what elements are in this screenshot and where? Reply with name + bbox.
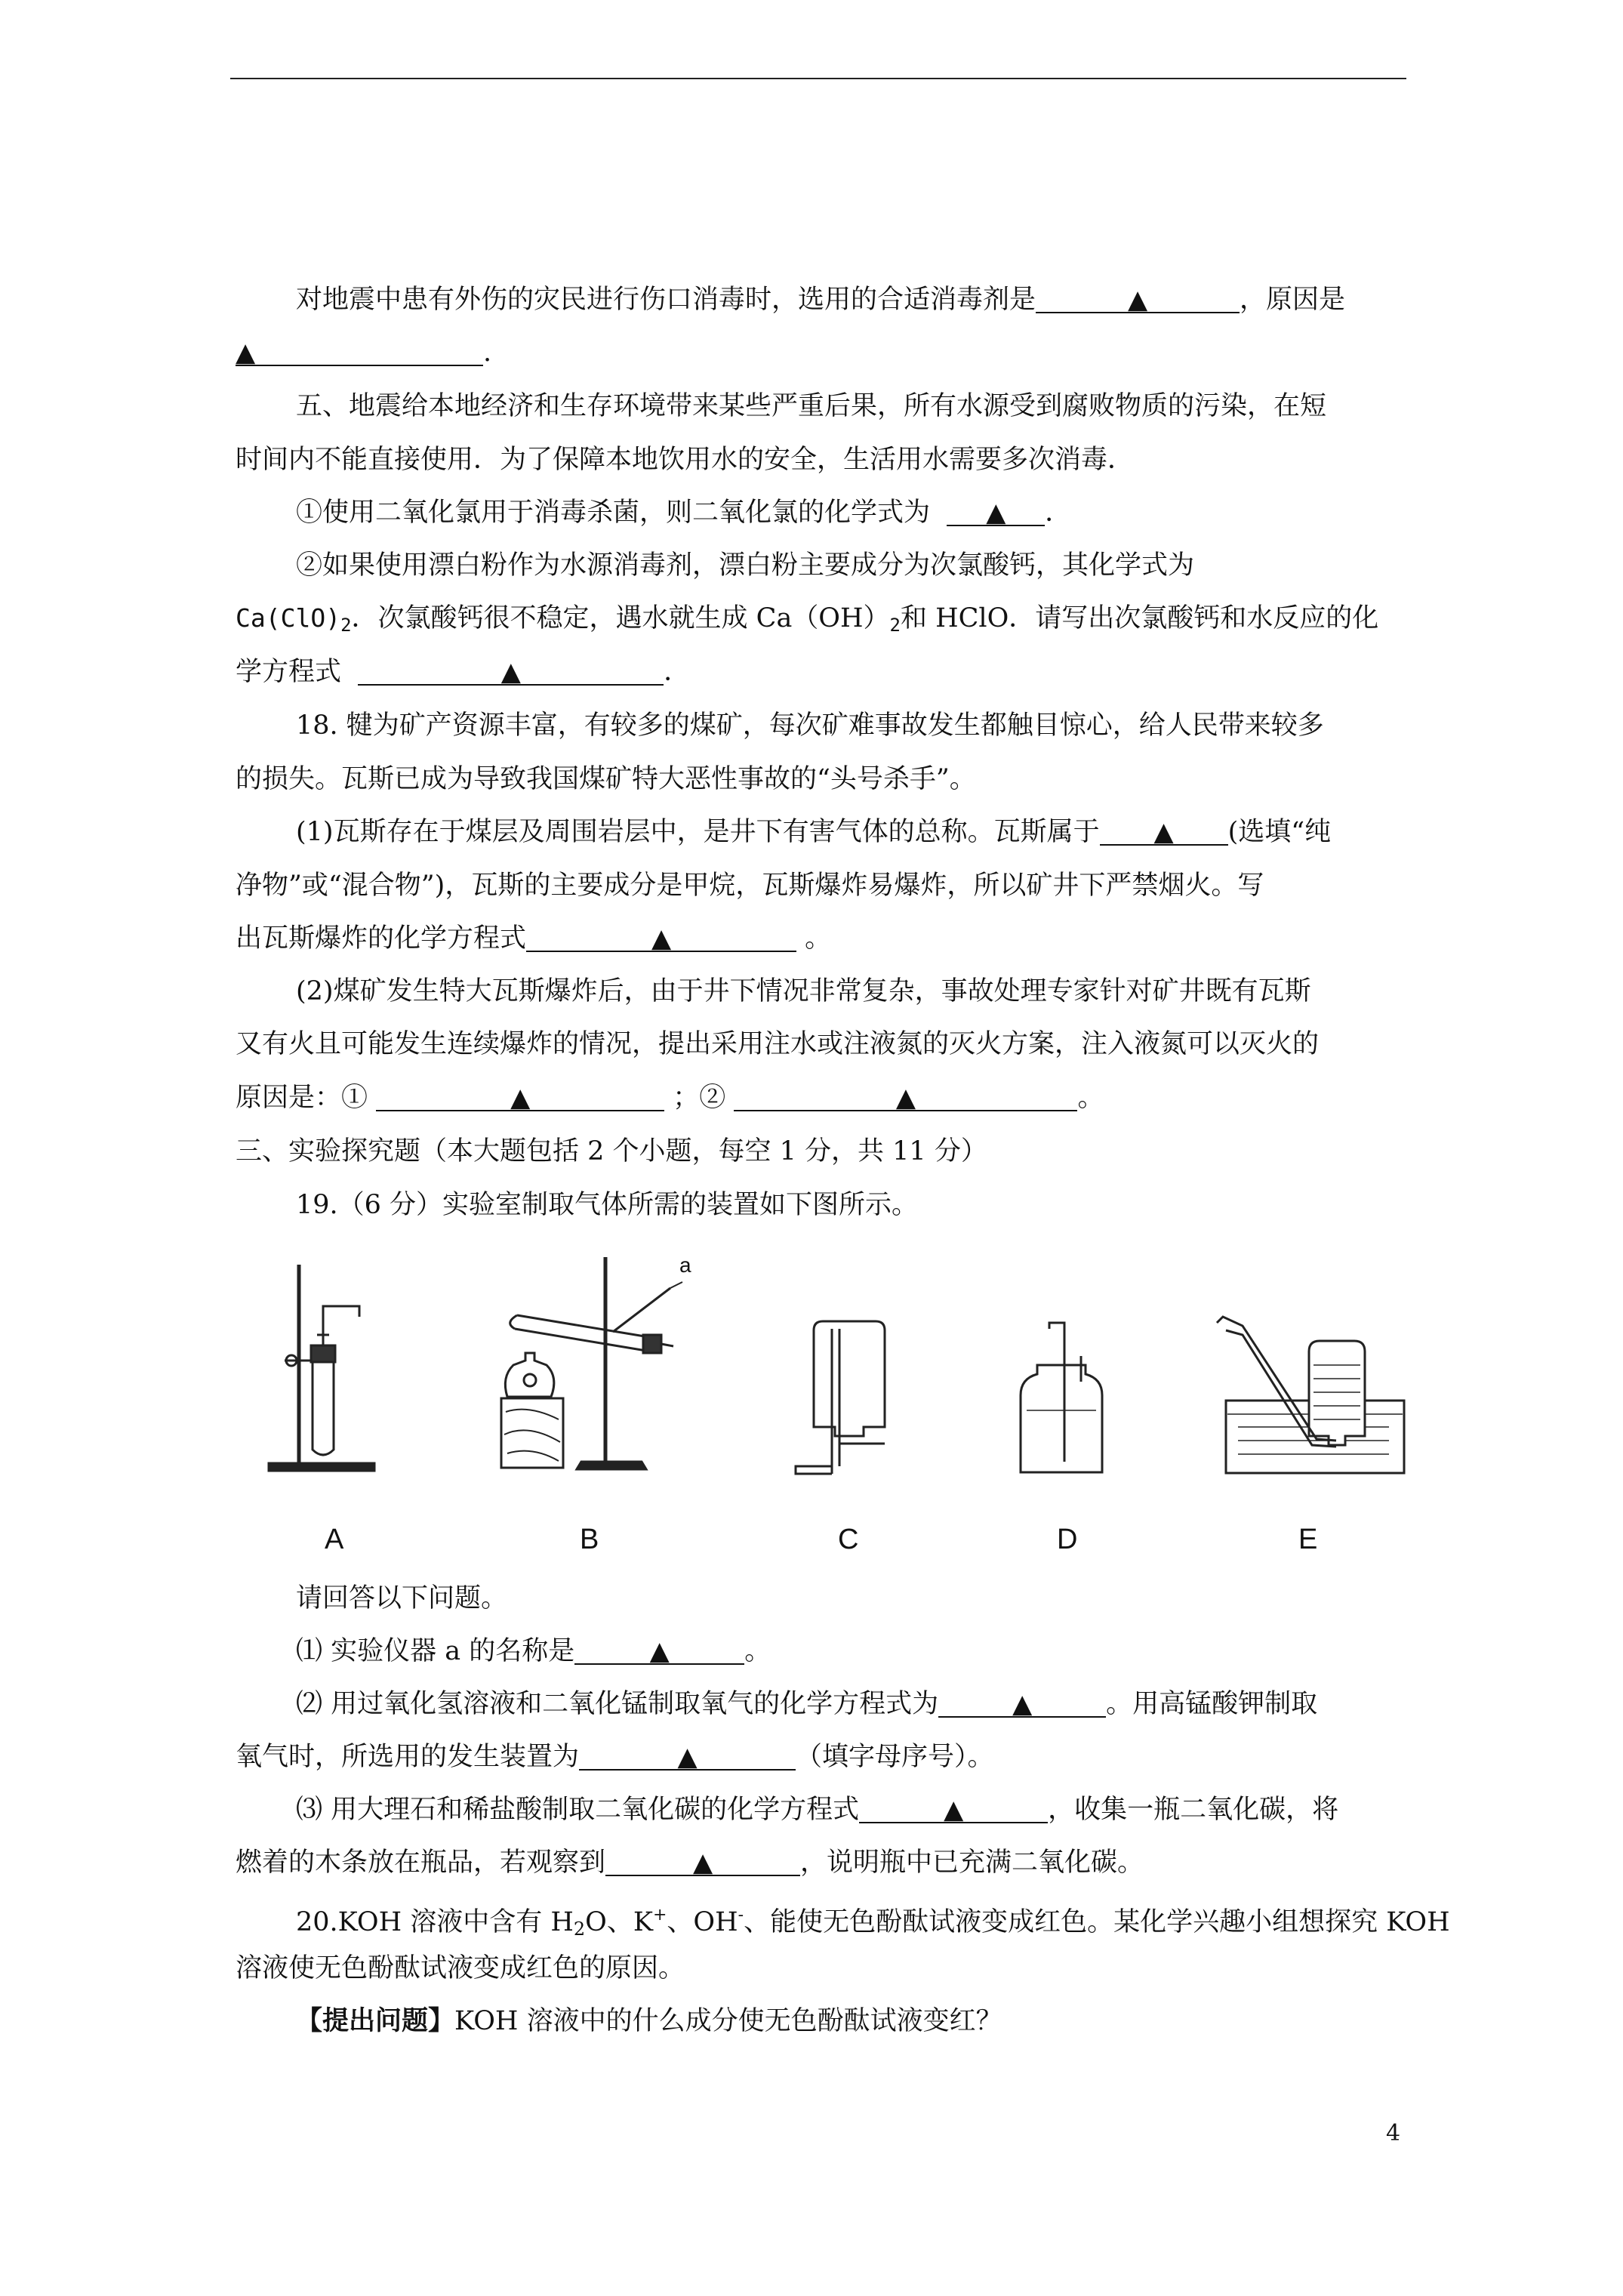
q20-question: 【提出问题】KOH 溶液中的什么成分使无色酚酞试液变红？ bbox=[296, 2005, 1002, 2036]
figure-label-b: B bbox=[580, 1524, 599, 1555]
q5-line-2: 时间内不能直接使用．为了保障本地饮用水的安全，生活用水需要多次消毒． bbox=[236, 445, 1135, 475]
q19-sub-1: ⑴ 实验仪器 a 的名称是 ▲ 。 bbox=[296, 1636, 771, 1666]
q18-part1-line-3: 出瓦斯爆炸的化学方程式 ▲ 。 bbox=[236, 923, 832, 954]
answer-blank[interactable]: ▲ bbox=[579, 1742, 796, 1771]
figure-label-a: A bbox=[325, 1524, 344, 1555]
answer-blank[interactable]: ▲ bbox=[1036, 285, 1240, 313]
q5-item-2-line-1: ②如果使用漂白粉作为水源消毒剂，漂白粉主要成分为次氯酸钙，其化学式为 bbox=[296, 550, 1195, 581]
figure-label-e: E bbox=[1298, 1524, 1318, 1555]
disinfect-line-2: ▲ . bbox=[236, 337, 492, 368]
callout-a-label: a bbox=[679, 1253, 691, 1277]
figure-label-c: C bbox=[838, 1524, 859, 1555]
q5-item-1: ①使用二氧化氯用于消毒杀菌，则二氧化氯的化学式为 ▲ ． bbox=[296, 498, 1072, 528]
q19-sub-2-line-2: 氧气时，所选用的发生装置为 ▲ （填字母序号）。 bbox=[236, 1742, 994, 1772]
answer-blank[interactable]: ▲ bbox=[574, 1636, 744, 1665]
apparatus-a bbox=[269, 1265, 374, 1471]
answer-blank[interactable]: ▲ bbox=[605, 1848, 800, 1876]
disinfect-text: 对地震中患有外伤的灾民进行伤口消毒时，选用的合适消毒剂是 bbox=[296, 285, 1036, 315]
answer-blank[interactable]: ▲ bbox=[236, 337, 483, 366]
answer-blank[interactable]: ▲ bbox=[358, 657, 664, 686]
q19-intro: 19.（6 分）实验室制取气体所需的装置如下图所示。 bbox=[296, 1190, 919, 1220]
answer-blank[interactable]: ▲ bbox=[859, 1795, 1048, 1823]
apparatus-e bbox=[1217, 1317, 1404, 1473]
q19-sub-2-line-1: ⑵ 用过氧化氢溶液和二氧化锰制取氧气的化学方程式为 ▲ 。用高锰酸钾制取 bbox=[296, 1689, 1318, 1719]
section-3-heading: 三、实验探究题（本大题包括 2 个小题，每空 1 分，共 11 分） bbox=[236, 1136, 987, 1166]
q18-part1-line-2: 净物”或“混合物”)，瓦斯的主要成分是甲烷，瓦斯爆炸易爆炸，所以矿井下严禁烟火。写 bbox=[236, 871, 1264, 901]
answer-blank[interactable]: ▲ bbox=[947, 498, 1045, 526]
apparatus-c bbox=[796, 1321, 885, 1474]
answer-blank[interactable]: ▲ bbox=[526, 923, 796, 952]
page-number: 4 bbox=[1386, 2120, 1401, 2147]
q19-sub-3-line-2: 燃着的木条放在瓶品，若观察到 ▲ ，说明瓶中已充满二氧化碳。 bbox=[236, 1848, 1144, 1878]
q18-part2-line-3: 原因是：① ▲ ；② ▲ 。 bbox=[236, 1083, 1104, 1113]
disinfect-line-1: 对地震中患有外伤的灾民进行伤口消毒时，选用的合适消毒剂是 ▲ ，原因是 bbox=[296, 285, 1346, 315]
q20-line-1: 20.KOH 溶液中含有 $H_2O$、K+、OH-、能使无色酚酞试液变成红色。某化学兴趣小组想探究 KOH bbox=[296, 1906, 1450, 1940]
q18-part2-line-1: (2)煤矿发生特大瓦斯爆炸后，由于井下情况非常复杂，事故处理专家针对矿井既有瓦斯 bbox=[296, 976, 1311, 1006]
answer-blank[interactable]: ▲ bbox=[376, 1083, 664, 1111]
apparatus-b bbox=[501, 1257, 682, 1469]
figure-label-d: D bbox=[1057, 1524, 1078, 1555]
q19-ask: 请回答以下问题。 bbox=[296, 1583, 508, 1613]
q5-item-2-line-3: 学方程式 ▲ ． bbox=[236, 657, 691, 687]
q18-line-1: 18. 犍为矿产资源丰富，有较多的煤矿，每次矿难事故发生都触目惊心，给人民带来较多 bbox=[296, 710, 1324, 741]
q18-part1-line-1: (1)瓦斯存在于煤层及周围岩层中，是井下有害气体的总称。瓦斯属于 ▲ (选填“纯 bbox=[296, 817, 1332, 847]
q5-item-2-line-2: $Ca(ClO)_2$．次氯酸钙很不稳定，遇水就生成 $Ca(OH)_2$和 HClO．请写出次氯酸钙和水反应的化 bbox=[236, 603, 1379, 636]
q18-line-2: 的损失。瓦斯已成为导致我国煤矿特大恶性事故的“头号杀手”。 bbox=[236, 764, 976, 794]
answer-blank[interactable]: ▲ bbox=[938, 1689, 1106, 1718]
answer-blank[interactable]: ▲ bbox=[1100, 817, 1228, 846]
question-label: 【提出问题】 bbox=[296, 2005, 455, 2036]
apparatus-d bbox=[1021, 1323, 1102, 1472]
answer-blank[interactable]: ▲ bbox=[734, 1083, 1077, 1111]
q19-sub-3-line-1: ⑶ 用大理石和稀盐酸制取二氧化碳的化学方程式 ▲ ，收集一瓶二氧化碳，将 bbox=[296, 1795, 1339, 1825]
q5-line-1: 五、地震给本地经济和生存环境带来某些严重后果，所有水源受到腐败物质的污染，在短 bbox=[296, 391, 1327, 421]
q18-part2-line-2: 又有火且可能发生连续爆炸的情况，提出采用注水或注液氮的灭火方案，注入液氮可以灭火的 bbox=[236, 1029, 1320, 1059]
q20-line-2: 溶液使无色酚酞试液变成红色的原因。 bbox=[236, 1953, 685, 1983]
